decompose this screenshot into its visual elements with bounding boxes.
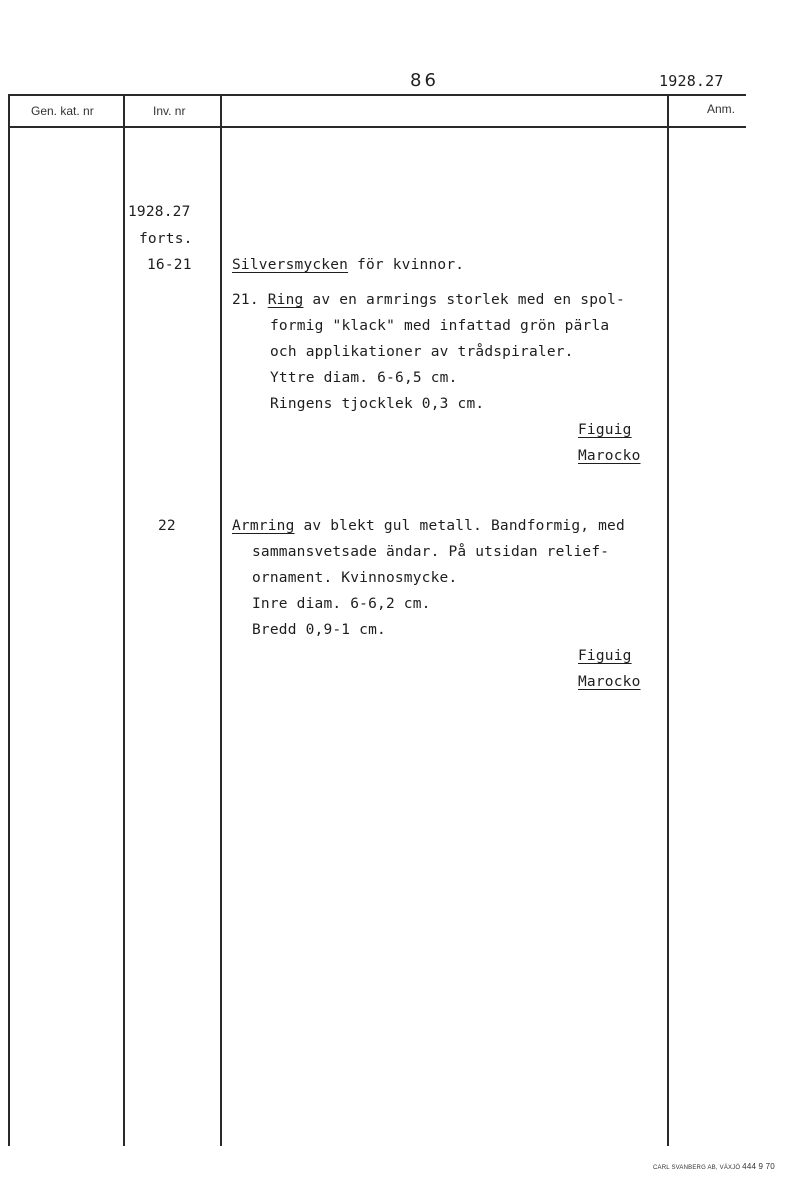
inv-range: 16-21: [147, 257, 192, 273]
col-header-gen-kat-nr: Gen. kat. nr: [31, 104, 94, 118]
left-border: [8, 94, 10, 1146]
entry2-origin-place: Figuig: [578, 648, 632, 664]
entry2-line1: [232, 518, 625, 534]
entry1-line4: Yttre diam. 6-6,5 cm.: [270, 370, 458, 386]
entry1-line1-rest: av en armrings storlek med en spol-: [303, 292, 625, 308]
entry1-num: 21.: [232, 292, 268, 308]
inv-forts: forts.: [139, 231, 193, 247]
printer-imprint: [653, 1162, 775, 1171]
entry1-keyword: Ring: [267, 292, 304, 308]
entry2-line2: sammansvetsade ändar. På utsidan relief-: [252, 544, 610, 560]
col-divider-1: [123, 94, 125, 1146]
entry1-heading-rest: för kvinnor.: [348, 257, 465, 273]
entry2-inv-number: 22: [158, 518, 176, 534]
entry1-line1: [232, 292, 625, 308]
header-bottom-rule: [8, 126, 746, 128]
col-header-anm: Anm.: [707, 102, 736, 116]
inv-year: 1928.27: [128, 204, 191, 220]
col-divider-3: [667, 94, 669, 1146]
entry2-line5: Bredd 0,9-1 cm.: [252, 622, 386, 638]
entry1-heading: [232, 257, 464, 273]
entry2-keyword: Armring: [232, 518, 295, 534]
form-code: 444 9 70: [742, 1162, 775, 1171]
entry2-line4: Inre diam. 6-6,2 cm.: [252, 596, 431, 612]
header-top-rule: [8, 94, 746, 96]
col-header-inv-nr: Inv. nr: [153, 104, 186, 118]
col-divider-2: [220, 94, 222, 1146]
entry1-line3: och applikationer av trådspiraler.: [270, 344, 574, 360]
page-number: 86: [410, 70, 439, 91]
entry1-line5: Ringens tjocklek 0,3 cm.: [270, 396, 485, 412]
printer-company: CARL SVANBERG AB, VÄXJÖ: [653, 1165, 741, 1171]
entry1-line2: formig "klack" med infattad grön pärla: [270, 318, 610, 334]
entry2-line3: ornament. Kvinnosmycke.: [252, 570, 458, 586]
entry2-line1-rest: av blekt gul metall. Bandformig, med: [294, 518, 625, 534]
entry1-heading-underlined: Silversmycken: [232, 257, 349, 273]
entry1-origin-country: Marocko: [578, 448, 641, 464]
entry1-origin-place: Figuig: [578, 422, 632, 438]
year-header: 1928.27: [659, 72, 724, 90]
entry2-origin-country: Marocko: [578, 674, 641, 690]
